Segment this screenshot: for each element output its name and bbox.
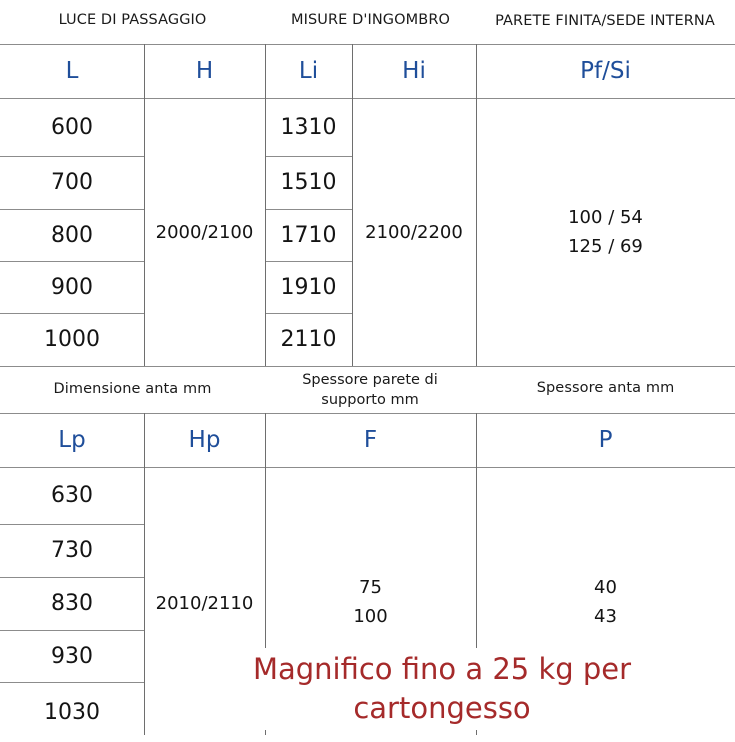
cell-L-900: 900 (51, 274, 93, 300)
cell-L-800: 800 (51, 222, 93, 248)
note-line-1: Magnifico fino a 25 kg per (252, 652, 632, 686)
cell-L-700: 700 (51, 170, 93, 195)
divider (0, 44, 735, 45)
divider (0, 156, 144, 157)
cell-Lp-730: 730 (51, 538, 93, 563)
divider (144, 413, 145, 735)
cell-Hp-merged: 2010/2110 (155, 592, 254, 614)
column-header-F: F (363, 427, 378, 453)
column-header-Hi: Hi (402, 58, 426, 84)
p-value-1: 40 (594, 577, 617, 598)
divider (144, 44, 145, 366)
divider (0, 413, 735, 414)
cell-L-1000: 1000 (44, 327, 100, 352)
divider (0, 209, 144, 210)
f-value-2: 100 (353, 606, 388, 627)
divider (265, 44, 266, 366)
group-header-misure-ingombro: MISURE D'INGOMBRO (290, 11, 451, 28)
cell-Lp-930: 930 (51, 643, 93, 669)
cell-Li-1710: 1710 (280, 222, 337, 248)
column-header-H: H (195, 58, 214, 84)
cell-Li-1910: 1910 (280, 274, 337, 300)
cell-P-merged (476, 572, 735, 632)
cell-Hi-merged: 2100/2200 (365, 221, 463, 243)
column-header-L: L (65, 58, 79, 84)
cell-Lp-1030: 1030 (44, 699, 100, 725)
group-header-luce-di-passaggio: LUCE DI PASSAGGIO (58, 11, 207, 28)
divider (265, 209, 352, 210)
group-header-spessore-anta: Spessore anta mm (536, 379, 675, 396)
group-header-dimensione-anta: Dimensione anta mm (53, 381, 212, 397)
divider (476, 44, 477, 366)
cell-Lp-830: 830 (51, 591, 93, 616)
divider (0, 577, 144, 578)
divider (0, 313, 144, 314)
divider (0, 98, 735, 99)
divider (0, 524, 144, 525)
note-line-2: cartongesso (353, 691, 531, 725)
divider (352, 44, 353, 366)
group-header-parete-finita: PARETE FINITA/SEDE INTERNA (495, 12, 715, 29)
divider (265, 313, 352, 314)
capacity-note (232, 648, 652, 730)
cell-Lp-630: 630 (51, 483, 93, 508)
divider (0, 366, 735, 367)
divider (265, 261, 352, 262)
group-header-spessore-parete: Spessore parete di supporto mm (302, 371, 438, 408)
cell-Li-1310: 1310 (280, 114, 337, 140)
f-value-1: 75 (359, 577, 382, 598)
divider (0, 467, 735, 468)
column-header-Hp: Hp (188, 427, 221, 453)
divider (265, 156, 352, 157)
divider (0, 630, 144, 631)
column-header-Lp: Lp (58, 427, 86, 453)
pfsi-value-2: 125 / 69 (568, 236, 643, 257)
column-header-Li: Li (298, 58, 319, 84)
cell-Li-2110: 2110 (280, 327, 337, 352)
pfsi-value-1: 100 / 54 (568, 207, 643, 228)
cell-F-merged (265, 572, 476, 632)
column-header-Pf-Si: Pf/Si (580, 58, 631, 84)
divider (0, 682, 144, 683)
divider (0, 261, 144, 262)
cell-L-600: 600 (51, 114, 93, 140)
p-value-2: 43 (594, 606, 617, 627)
cell-Li-1510: 1510 (280, 170, 337, 195)
column-header-P: P (598, 427, 613, 453)
cell-H-merged: 2000/2100 (155, 221, 254, 243)
cell-PfSi-merged (476, 98, 735, 366)
